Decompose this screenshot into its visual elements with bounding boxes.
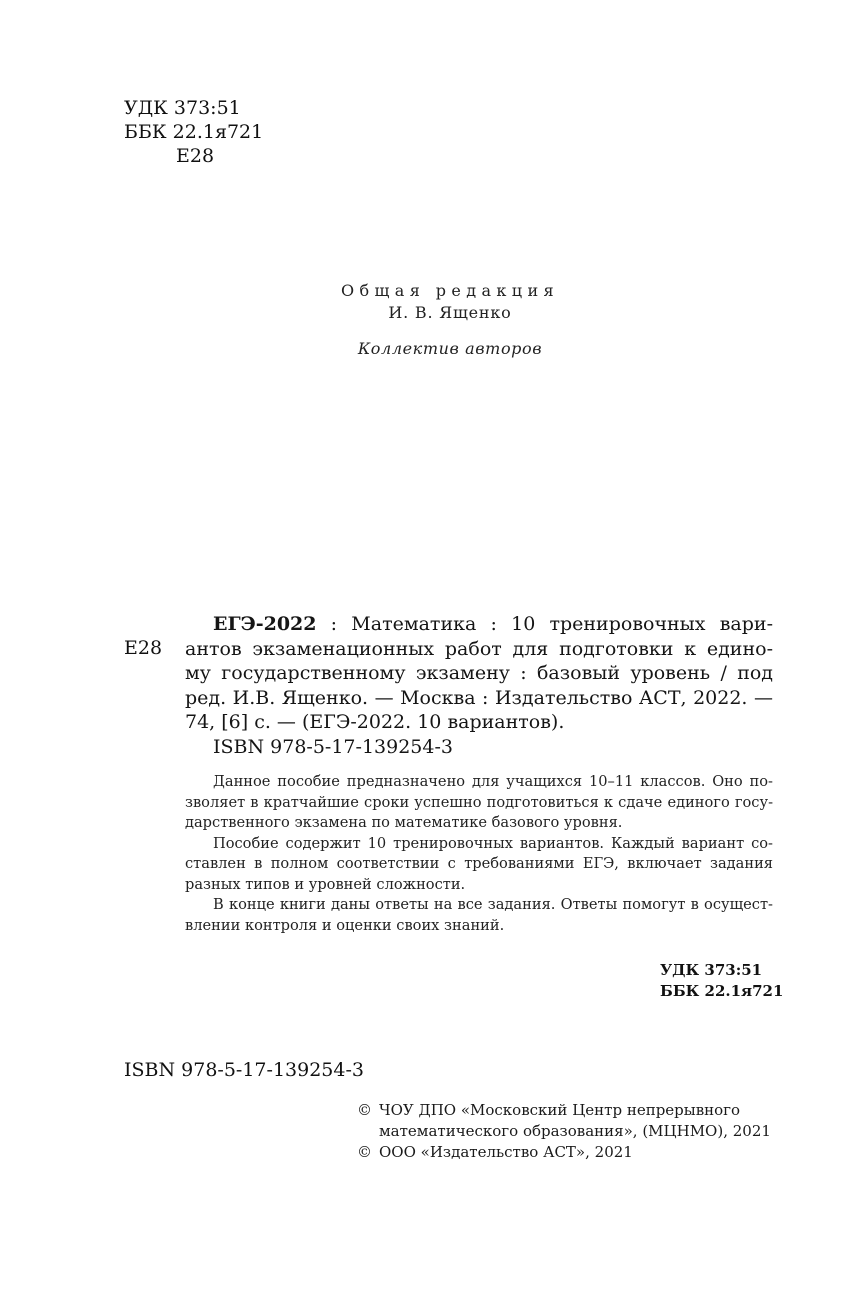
copyright-entry-ast — [357, 1142, 777, 1163]
isbn-bottom: ISBN 978-5-17-139254-3 — [124, 1059, 364, 1081]
biblio-line-1-text: : Математика : 10 тренировочных вари- — [316, 613, 773, 635]
copyright-icon: © — [357, 1143, 372, 1161]
abstract-line: В конце книги даны ответы на все задания. Ответы помогут в осущест- — [213, 896, 773, 913]
copyright-holder: ЧОУ ДПО «Московский Центр непрерывного — [379, 1101, 741, 1119]
abstract-line: дарственного экзамена по математике базового уровня. — [185, 814, 623, 831]
editorial-block — [300, 280, 600, 360]
bbk-code: ББК 22.1я721 — [124, 121, 264, 143]
catalog-author-mark: Е28 — [124, 637, 163, 659]
abstract-line: Данное пособие предназначено для учащихся 10–11 классов. Оно по- — [213, 773, 773, 790]
bibliographic-entry — [185, 612, 773, 759]
copyright-icon: © — [357, 1101, 372, 1119]
book-title: ЕГЭ-2022 — [213, 613, 317, 635]
copyright-block — [357, 1100, 777, 1163]
biblio-isbn: ISBN 978-5-17-139254-3 — [213, 735, 453, 758]
general-editing-label: Общая редакция — [340, 281, 560, 300]
copyright-entry-mccme — [357, 1100, 777, 1121]
classification-block-bottom — [660, 960, 783, 1002]
classification-block-top — [124, 96, 263, 168]
author-mark: Е28 — [176, 145, 215, 167]
udk-code: УДК 373:51 — [124, 97, 241, 119]
authors-label: Коллектив авторов — [357, 339, 543, 358]
bbk-code-bottom: ББК 22.1я721 — [660, 982, 784, 1000]
editor-name: И. В. Ященко — [388, 303, 512, 322]
biblio-line-3: му государственному экзамену : базовый уровень / под — [185, 662, 773, 684]
udk-code-bottom: УДК 373:51 — [660, 961, 763, 979]
abstract-line: ставлен в полном соответствии с требованиями ЕГЭ, включает задания — [185, 855, 773, 872]
copyright-holder-cont: математического образования», (МЦНМО), 2021 — [379, 1122, 771, 1140]
abstract-line: Пособие содержит 10 тренировочных вариантов. Каждый вариант со- — [213, 834, 773, 852]
biblio-line-5: 74, [6] с. — (ЕГЭ-2022. 10 вариантов). — [185, 711, 565, 733]
biblio-line-4: ред. И.В. Ященко. — Москва : Издательство АСТ, 2022. — — [185, 686, 773, 709]
abstract-line: влении контроля и оценки своих знаний. — [185, 916, 505, 934]
biblio-line-2: антов экзаменационных работ для подготовки к едино- — [185, 637, 773, 660]
abstract-line: разных типов и уровней сложности. — [185, 875, 466, 893]
abstract — [185, 772, 773, 936]
copyright-holder: ООО «Издательство АСТ», 2021 — [379, 1143, 633, 1161]
biblio-line-1 — [185, 612, 773, 637]
abstract-line: зволяет в кратчайшие сроки успешно подготовиться к сдаче единого госу- — [185, 793, 773, 811]
